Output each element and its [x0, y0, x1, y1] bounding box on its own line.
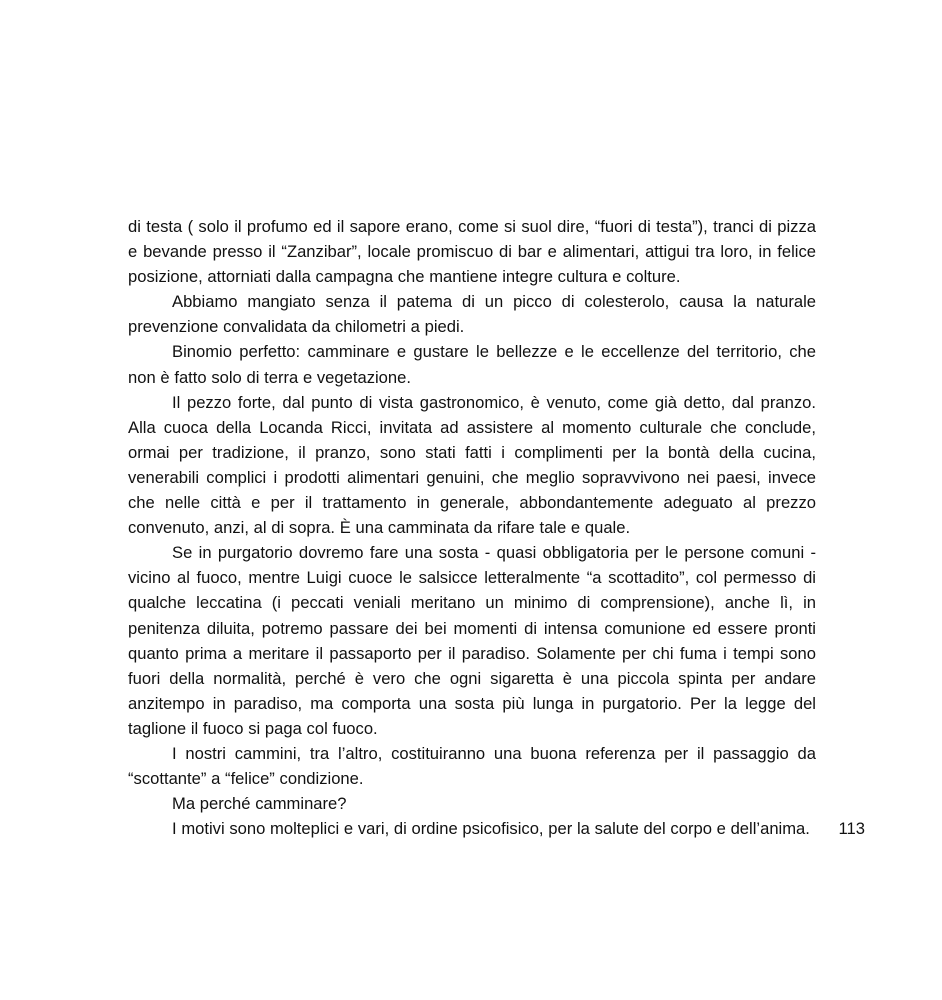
paragraph-4: Il pezzo forte, dal punto di vista gastronomico, è venuto, come già detto, dal pranzo. Alla cuoca della Locanda Ricci, invitata ad assistere al momento culturale che conclude, ormai per tradizione, il pranzo, sono stati fatti i complimenti per la bontà della cucina, venerabili complici i prodotti alimentari genuini, che meglio sopravvivono nei paesi, invece che nelle città e per il trattamento in generale, abbondantemente adeguato al prezzo convenuto, anzi, al di sopra. È una camminata da rifare tale e quale.: [128, 392, 816, 538]
body-text-block: [128, 214, 816, 841]
page-footer: [128, 816, 865, 841]
paragraph-5: Se in purgatorio dovremo fare una sosta - quasi obbligatoria per le persone comuni - vicino al fuoco, mentre Luigi cuoce le salsicce letteralmente “a scottadito”, col permesso di qualche leccatina (i peccati veniali meritano un minimo di comprensione), anche lì, in penitenza diluita, potremo passare dei bei momenti di intensa comunione ed essere pronti quanto prima a meritare il passaporto per il paradiso. Solamente per chi fuma i tempi sono fuori della normalità, perché è vero che ogni sigaretta è una piccola spinta per andare anzitempo in paradiso, ma comporta una sosta più lunga in purgatorio. Per la legge del taglione il fuoco si paga col fuoco.: [128, 543, 816, 738]
paragraph-1: di testa ( solo il profumo ed il sapore erano, come si suol dire, “fuori di testa”), tranci di pizza e bevande presso il “Zanzibar”, locale promiscuo di bar e alimentari, attigui tra loro, in felice posizione, attorniati dalla campagna che mantiene integre cultura e colture.: [128, 217, 816, 287]
paragraph-6: I nostri cammini, tra l’altro, costituiranno una buona referenza per il passaggio da “scottante” a “felice” condizione.: [128, 743, 816, 789]
page-number: 113: [838, 819, 865, 838]
paragraph-8: I motivi sono molteplici e vari, di ordine psicofisico, per la salute del corpo e dell’anima.: [172, 819, 810, 839]
paragraph-7: Ma perché camminare?: [172, 794, 347, 814]
paragraph-3: Binomio perfetto: camminare e gustare le bellezze e le eccellenze del territorio, che non è fatto solo di terra e vegetazione.: [128, 342, 816, 387]
paragraph-2: Abbiamo mangiato senza il patema di un picco di colesterolo, causa la naturale prevenzione convalidata da chilometri a piedi.: [128, 292, 816, 337]
